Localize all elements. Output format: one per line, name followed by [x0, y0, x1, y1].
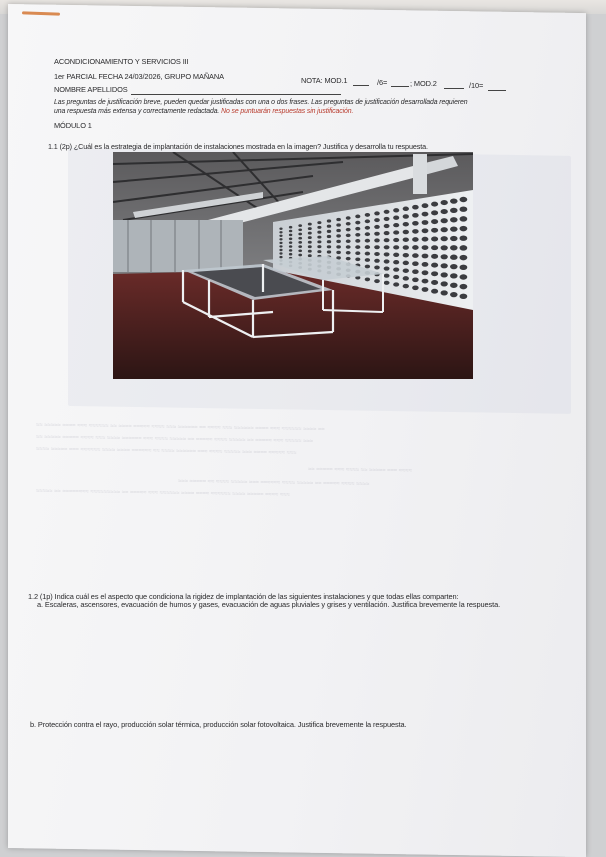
wall-perforation — [450, 226, 458, 231]
wall-perforation — [308, 241, 312, 244]
wall-perforation — [336, 229, 341, 232]
wall-perforation — [355, 251, 360, 255]
wall-perforation — [441, 200, 448, 205]
wall-perforation — [403, 276, 409, 280]
wall-perforation — [403, 284, 409, 288]
wall-perforation — [308, 227, 312, 230]
wall-perforation — [460, 235, 468, 240]
wall-perforation — [384, 210, 390, 214]
wall-perforation — [374, 259, 380, 263]
wall-perforation — [279, 252, 282, 254]
wall-perforation — [412, 221, 419, 226]
wall-perforation — [431, 263, 438, 268]
wall-perforation — [441, 272, 448, 277]
wall-perforation — [279, 256, 282, 258]
wall-perforation — [431, 271, 438, 276]
wall-perforation — [346, 222, 351, 226]
grade-mod2-label: ; MOD.2 — [410, 79, 437, 88]
wall-perforation — [317, 236, 321, 239]
wall-perforation — [384, 274, 390, 278]
wall-perforation — [346, 239, 351, 243]
wall-perforation — [289, 249, 292, 252]
wall-perforation — [431, 202, 438, 207]
wall-perforation — [422, 220, 429, 225]
grade-total-blank — [488, 90, 506, 91]
wall-perforation — [422, 270, 429, 275]
wall-perforation — [460, 245, 468, 250]
grade-mod2-blank — [444, 88, 464, 89]
wall-perforation — [298, 254, 302, 257]
wall-perforation — [412, 237, 419, 242]
wall-perforation — [374, 211, 380, 215]
wall-perforation — [422, 262, 429, 267]
wall-perforation — [336, 234, 341, 237]
wall-perforation — [289, 226, 292, 229]
wall-perforation — [403, 207, 409, 211]
wall-perforation — [317, 240, 321, 243]
wall-perforation — [450, 245, 458, 250]
photo-illustration — [113, 152, 473, 379]
wall-perforation — [441, 209, 448, 214]
grade-mod1-label: NOTA: MOD.1 — [301, 76, 348, 85]
wall-perforation — [279, 228, 282, 230]
wall-perforation — [365, 245, 370, 249]
show-through-text: ≈≈ ≈≈≈≈≈ ≈≈≈≈ ≈≈≈ ≈≈≈≈≈≈ ≈≈ ≈≈≈≈ ≈≈≈≈≈ ≈≈≈≈ ≈≈≈ ≈≈≈≈≈≈ ≈≈ ≈≈≈≈ ≈≈≈ ≈≈≈≈≈≈ ≈≈≈≈ ≈≈≈ ≈≈≈≈≈≈ ≈≈≈≈ ≈≈ — [36, 422, 325, 433]
wall-perforation — [431, 210, 438, 215]
grade-mod1-result-blank — [391, 86, 409, 87]
wall-perforation — [441, 218, 448, 223]
wall-perforation — [403, 253, 409, 257]
wall-perforation — [327, 225, 331, 228]
wall-perforation — [403, 214, 409, 218]
wall-perforation — [431, 280, 438, 285]
wall-perforation — [384, 267, 390, 271]
wall-perforation — [460, 255, 468, 260]
wall-perforation — [308, 250, 312, 253]
wall-perforation — [327, 230, 331, 233]
wall-perforation — [289, 234, 292, 237]
wall-perforation — [441, 263, 448, 268]
wall-perforation — [441, 290, 448, 295]
wall-perforation — [308, 223, 312, 226]
course-title: ACONDICIONAMIENTO Y SERVICIOS III — [54, 57, 189, 66]
wall-perforation — [412, 261, 419, 266]
wall-perforation — [308, 245, 312, 248]
wall-perforation — [374, 225, 380, 229]
wall-perforation — [327, 219, 331, 222]
wall-perforation — [355, 233, 360, 237]
wall-perforation — [336, 245, 341, 248]
wall-perforation — [450, 198, 458, 203]
show-through-text: ≈≈≈≈ ≈≈≈≈≈ ≈≈≈ ≈≈≈≈≈≈ ≈≈≈≈ ≈≈≈≈ ≈≈≈≈≈≈ ≈≈ ≈≈≈≈ ≈≈≈≈≈≈ ≈≈≈ ≈≈≈≈ ≈≈≈≈≈ ≈≈≈ ≈≈≈≈ ≈≈≈≈≈ ≈≈≈ — [36, 446, 297, 457]
wall-perforation — [365, 258, 370, 262]
wall-perforation — [365, 213, 370, 217]
wall-perforation — [327, 245, 331, 248]
grade-mod1-blank — [353, 85, 369, 86]
wall-perforation — [365, 239, 370, 243]
wall-perforation — [422, 228, 429, 233]
wall-perforation — [393, 260, 399, 264]
wall-perforation — [317, 226, 321, 229]
wall-perforation — [355, 245, 360, 249]
wall-perforation — [346, 228, 351, 232]
wall-perforation — [384, 252, 390, 256]
wall-perforation — [422, 203, 429, 208]
wall-perforation — [450, 264, 458, 269]
question-1-1: 1.1 (2p) ¿Cuál es la estrategia de implantación de instalaciones mostrada en la imagen? Justifica y desarrolla tu respuesta. — [48, 142, 428, 151]
wall-perforation — [384, 245, 390, 249]
wall-perforation — [412, 245, 419, 250]
wall-perforation — [374, 266, 380, 270]
wall-perforation — [346, 234, 351, 238]
wall-perforation — [365, 232, 370, 236]
grade-out-of-10: /10= — [469, 81, 484, 90]
wall-perforation — [422, 279, 429, 284]
wall-perforation — [431, 245, 438, 250]
wall-perforation — [384, 217, 390, 221]
wall-perforation — [336, 240, 341, 243]
wall-perforation — [279, 245, 282, 247]
wall-perforation — [317, 231, 321, 234]
wall-perforation — [393, 282, 399, 286]
wall-perforation — [412, 213, 419, 218]
wall-perforation — [365, 219, 370, 223]
wall-perforation — [403, 230, 409, 234]
wall-perforation — [374, 238, 380, 242]
wall-perforation — [393, 208, 399, 212]
wall-perforation — [298, 249, 302, 252]
wall-perforation — [460, 206, 468, 211]
wall-perforation — [298, 245, 302, 248]
wall-perforation — [317, 245, 321, 248]
wall-perforation — [460, 294, 468, 299]
wall-perforation — [317, 221, 321, 224]
wall-perforation — [346, 216, 351, 220]
wall-perforation — [346, 257, 351, 261]
wall-perforation — [450, 208, 458, 213]
wall-perforation — [393, 216, 399, 220]
wall-perforation — [393, 245, 399, 249]
wall-perforation — [450, 236, 458, 241]
wall-perforation — [393, 267, 399, 271]
wall-perforation — [450, 283, 458, 288]
wall-perforation — [289, 241, 292, 244]
wall-perforation — [336, 251, 341, 254]
wall-perforation — [298, 241, 302, 244]
wall-perforation — [336, 218, 341, 221]
wall-perforation — [374, 232, 380, 236]
wall-perforation — [355, 221, 360, 225]
wall-perforation — [355, 239, 360, 243]
wall-perforation — [384, 281, 390, 285]
wall-perforation — [374, 245, 380, 249]
show-through-text: ≈≈ ≈≈≈≈≈ ≈≈≈ ≈≈≈≈ ≈≈ ≈≈≈≈≈ ≈≈≈ ≈≈≈≈ — [308, 466, 412, 475]
wall-perforation — [393, 238, 399, 242]
wall-perforation — [355, 227, 360, 231]
instructions-line-2-black: una respuesta más extensa y correctamente redactada. — [54, 108, 220, 115]
wall-perforation — [298, 233, 302, 236]
wall-perforation — [422, 287, 429, 292]
wall-perforation — [308, 254, 312, 257]
wall-perforation — [441, 281, 448, 286]
wall-perforation — [336, 223, 341, 226]
wall-perforation — [422, 245, 429, 250]
wall-perforation — [441, 245, 448, 250]
wall-perforation — [384, 231, 390, 235]
wall-perforation — [365, 252, 370, 256]
wall-perforation — [450, 255, 458, 260]
wall-perforation — [450, 217, 458, 222]
wall-perforation — [365, 277, 370, 281]
wall-perforation — [412, 277, 419, 282]
wall-perforation — [441, 227, 448, 232]
wall-perforation — [327, 250, 331, 253]
instructions-red-note: No se puntuarán respuestas sin justificación. — [221, 108, 354, 115]
show-through-text: ≈≈≈≈≈ ≈≈ ≈≈≈≈≈≈≈≈ ≈≈≈≈≈≈≈≈≈ ≈≈ ≈≈≈≈≈ ≈≈≈ ≈≈≈≈≈≈ ≈≈≈≈ ≈≈≈≈ ≈≈≈≈≈≈ ≈≈≈≈ ≈≈≈≈≈ ≈≈≈≈ ≈≈≈ — [36, 488, 290, 499]
instructions-line-2 — [54, 108, 353, 115]
window-wall — [113, 220, 243, 272]
wall-perforation — [403, 268, 409, 272]
wall-perforation — [355, 215, 360, 219]
wall-perforation — [365, 265, 370, 269]
wall-perforation — [412, 285, 419, 290]
wall-perforation — [384, 259, 390, 263]
wall-perforation — [365, 226, 370, 230]
wall-perforation — [431, 237, 438, 242]
wall-perforation — [289, 238, 292, 241]
wall-perforation — [374, 218, 380, 222]
wall-perforation — [460, 226, 468, 231]
wall-perforation — [431, 289, 438, 294]
wall-perforation — [279, 242, 282, 244]
wall-perforation — [298, 237, 302, 240]
wall-perforation — [422, 212, 429, 217]
wall-perforation — [374, 252, 380, 256]
wall-perforation — [441, 236, 448, 241]
wall-perforation — [327, 240, 331, 243]
wall-perforation — [450, 292, 458, 297]
wall-perforation — [393, 275, 399, 279]
question-1-2-a: a. Escaleras, ascensores, evacuación de humos y gases, evacuación de aguas pluviales y grises y ventilación. Justifica brevemente la respuesta. — [37, 600, 501, 609]
show-through-text: ≈≈ ≈≈≈≈≈ ≈≈≈≈≈ ≈≈≈≈ ≈≈≈ ≈≈≈≈ ≈≈≈≈≈≈ ≈≈≈ ≈≈≈≈ ≈≈≈≈≈ ≈≈ ≈≈≈≈≈ ≈≈≈≈ ≈≈≈≈≈ ≈≈ ≈≈≈≈≈ ≈≈≈ ≈≈≈≈≈ ≈≈≈ — [36, 434, 313, 445]
wall-perforation — [308, 236, 312, 239]
wall-perforation — [460, 216, 468, 221]
wall-perforation — [279, 249, 282, 251]
show-through-text: ≈≈≈ ≈≈≈≈≈ ≈≈ ≈≈≈≈ ≈≈≈≈≈ ≈≈≈ ≈≈≈≈≈≈ ≈≈≈≈ ≈≈≈≈≈ ≈≈ ≈≈≈≈≈ ≈≈≈≈ ≈≈≈≈ — [178, 478, 370, 488]
wall-perforation — [327, 235, 331, 238]
wall-perforation — [298, 224, 302, 227]
wall-perforation — [393, 223, 399, 227]
wall-perforation — [412, 229, 419, 234]
wall-perforation — [384, 238, 390, 242]
wall-perforation — [460, 284, 468, 289]
wall-perforation — [289, 230, 292, 233]
question-1-2: 1.2 (1p) Indica cuál es el aspecto que condiciona la rigidez de implantación de las siguientes instalaciones y que todas ellas comparten: — [28, 592, 459, 601]
wall-perforation — [279, 235, 282, 237]
wall-perforation — [403, 245, 409, 249]
wall-perforation — [289, 245, 292, 248]
wall-perforation — [403, 237, 409, 241]
wall-perforation — [403, 261, 409, 265]
wall-perforation — [317, 250, 321, 253]
wall-perforation — [412, 269, 419, 274]
wall-perforation — [384, 224, 390, 228]
wall-perforation — [393, 253, 399, 257]
wall-perforation — [460, 197, 468, 202]
instructions-line-1: Las preguntas de justificación breve, pueden quedar justificadas con una o dos frases. Las preguntas de justificación desarrollada requieren — [54, 99, 468, 106]
wall-perforation — [346, 245, 351, 249]
wall-perforation — [279, 238, 282, 240]
name-label: NOMBRE APELLIDOS — [54, 85, 128, 94]
exam-sheet — [8, 4, 586, 857]
wall-perforation — [460, 265, 468, 270]
wall-perforation — [441, 254, 448, 259]
wall-perforation — [393, 230, 399, 234]
wall-perforation — [450, 273, 458, 278]
wall-perforation — [279, 231, 282, 233]
wall-perforation — [298, 228, 302, 231]
module-title: MÓDULO 1 — [54, 121, 92, 130]
wall-perforation — [374, 279, 380, 283]
wall-perforation — [346, 251, 351, 255]
grade-out-of-6: /6= — [377, 78, 388, 87]
wall-perforation — [460, 274, 468, 279]
wall-perforation — [308, 232, 312, 235]
wall-perforation — [422, 254, 429, 259]
wall-perforation — [403, 222, 409, 226]
wall-perforation — [431, 254, 438, 259]
wall-perforation — [355, 257, 360, 261]
wall-perforation — [431, 219, 438, 224]
question-1-2-b: b. Protección contra el rayo, producción solar térmica, producción solar fotovoltaica. Justifica brevemente la respuesta. — [30, 720, 407, 729]
wall-perforation — [422, 237, 429, 242]
exam-info: 1er PARCIAL FECHA 24/03/2026, GRUPO MAÑANA — [54, 72, 224, 81]
wall-perforation — [289, 253, 292, 256]
wall-perforation — [431, 228, 438, 233]
interior-photo — [113, 152, 473, 379]
name-answer-line — [131, 94, 341, 95]
wall-perforation — [412, 253, 419, 258]
wall-perforation — [412, 205, 419, 210]
